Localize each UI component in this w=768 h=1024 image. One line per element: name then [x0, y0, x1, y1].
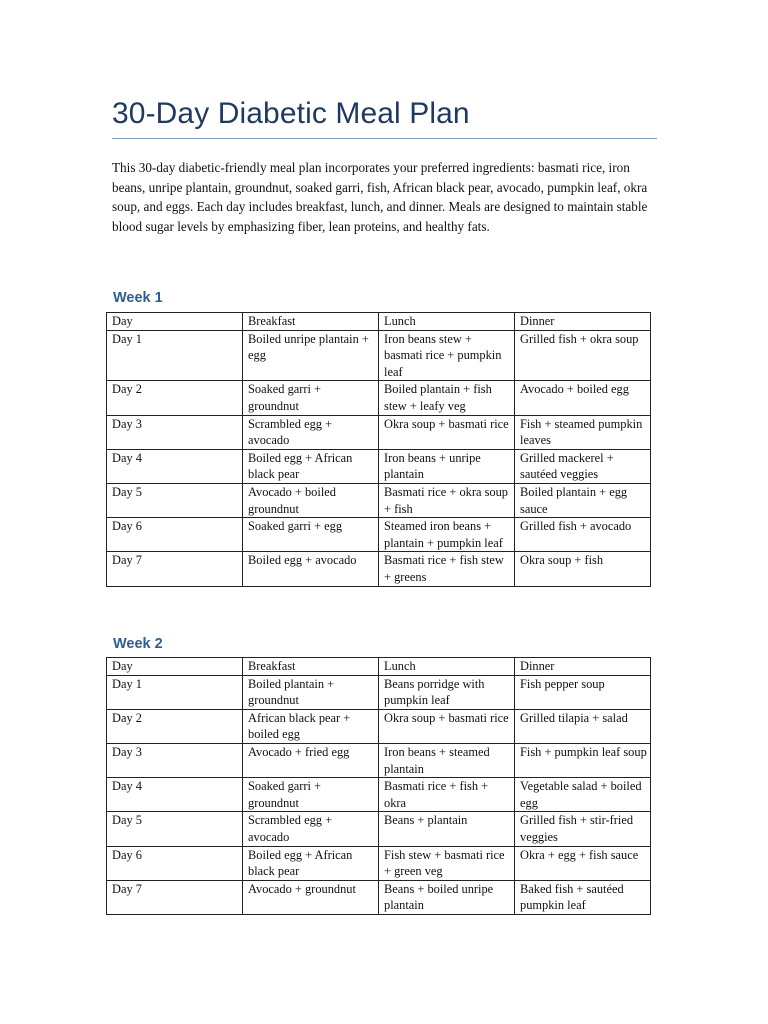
- cell-breakfast: Avocado + groundnut: [243, 880, 379, 914]
- column-header-breakfast: Breakfast: [243, 313, 379, 331]
- cell-breakfast: Boiled egg + African black pear: [243, 846, 379, 880]
- column-header-dinner: Dinner: [515, 658, 651, 676]
- cell-dinner: Vegetable salad + boiled egg: [515, 778, 651, 812]
- cell-lunch: Okra soup + basmati rice: [379, 415, 515, 449]
- cell-day: Day 1: [107, 675, 243, 709]
- cell-dinner: Baked fish + sautéed pumpkin leaf: [515, 880, 651, 914]
- cell-dinner: Grilled fish + stir-fried veggies: [515, 812, 651, 846]
- cell-day: Day 2: [107, 709, 243, 743]
- cell-day: Day 1: [107, 330, 243, 381]
- table-row: [107, 415, 651, 449]
- cell-dinner: Avocado + boiled egg: [515, 381, 651, 415]
- intro-paragraph: This 30-day diabetic-friendly meal plan incorporates your preferred ingredients: basmati rice, iron beans, unripe plantain, groundnut, soaked garri, fish, African black pear, avocado, pumpkin leaf, okra soup, and eggs. Each day includes breakfast, lunch, and dinner. Meals are designed to maintain stable blood sugar levels by emphasizing fiber, lean proteins, and healthy fats.: [112, 160, 648, 234]
- cell-breakfast: Soaked garri + groundnut: [243, 778, 379, 812]
- column-header-dinner: Dinner: [515, 313, 651, 331]
- cell-dinner: Grilled fish + avocado: [515, 518, 651, 552]
- cell-lunch: Iron beans + steamed plantain: [379, 743, 515, 777]
- cell-breakfast: Avocado + boiled groundnut: [243, 483, 379, 517]
- column-header-day: Day: [107, 313, 243, 331]
- title-underline: [112, 138, 657, 139]
- page-title: 30-Day Diabetic Meal Plan: [112, 97, 470, 130]
- table-row: [107, 675, 651, 709]
- cell-day: Day 7: [107, 552, 243, 586]
- table-row: [107, 449, 651, 483]
- cell-lunch: Basmati rice + fish stew + greens: [379, 552, 515, 586]
- table-row: [107, 812, 651, 846]
- cell-lunch: Steamed iron beans + plantain + pumpkin leaf: [379, 518, 515, 552]
- cell-breakfast: Boiled plantain + groundnut: [243, 675, 379, 709]
- cell-lunch: Okra soup + basmati rice: [379, 709, 515, 743]
- table-row: [107, 381, 651, 415]
- cell-day: Day 5: [107, 812, 243, 846]
- cell-lunch: Beans + plantain: [379, 812, 515, 846]
- cell-day: Day 6: [107, 518, 243, 552]
- cell-dinner: Okra + egg + fish sauce: [515, 846, 651, 880]
- cell-lunch: Fish stew + basmati rice + green veg: [379, 846, 515, 880]
- cell-dinner: Grilled mackerel + sautéed veggies: [515, 449, 651, 483]
- week-1-heading: Week 1: [113, 290, 163, 306]
- cell-dinner: Fish + steamed pumpkin leaves: [515, 415, 651, 449]
- column-header-day: Day: [107, 658, 243, 676]
- cell-lunch: Beans porridge with pumpkin leaf: [379, 675, 515, 709]
- cell-breakfast: Avocado + fried egg: [243, 743, 379, 777]
- cell-breakfast: Boiled unripe plantain + egg: [243, 330, 379, 381]
- cell-breakfast: African black pear + boiled egg: [243, 709, 379, 743]
- table-row: [107, 846, 651, 880]
- cell-lunch: Basmati rice + fish + okra: [379, 778, 515, 812]
- table-row: [107, 880, 651, 914]
- week-2-heading: Week 2: [113, 636, 163, 652]
- cell-day: Day 7: [107, 880, 243, 914]
- cell-dinner: Fish pepper soup: [515, 675, 651, 709]
- cell-dinner: Boiled plantain + egg sauce: [515, 483, 651, 517]
- week-1-table: [106, 312, 651, 587]
- cell-dinner: Okra soup + fish: [515, 552, 651, 586]
- table-row: [107, 778, 651, 812]
- table-row: [107, 743, 651, 777]
- table-row: [107, 330, 651, 381]
- week-2-table: [106, 657, 651, 915]
- cell-breakfast: Boiled egg + avocado: [243, 552, 379, 586]
- cell-day: Day 4: [107, 449, 243, 483]
- cell-dinner: Grilled tilapia + salad: [515, 709, 651, 743]
- table-row: [107, 552, 651, 586]
- cell-lunch: Iron beans + unripe plantain: [379, 449, 515, 483]
- cell-lunch: Iron beans stew + basmati rice + pumpkin leaf: [379, 330, 515, 381]
- cell-breakfast: Scrambled egg + avocado: [243, 812, 379, 846]
- cell-lunch: Beans + boiled unripe plantain: [379, 880, 515, 914]
- cell-day: Day 2: [107, 381, 243, 415]
- cell-breakfast: Soaked garri + egg: [243, 518, 379, 552]
- column-header-lunch: Lunch: [379, 658, 515, 676]
- cell-day: Day 3: [107, 415, 243, 449]
- table-header-row: [107, 658, 651, 676]
- column-header-lunch: Lunch: [379, 313, 515, 331]
- cell-lunch: Basmati rice + okra soup + fish: [379, 483, 515, 517]
- table-row: [107, 709, 651, 743]
- table-row: [107, 518, 651, 552]
- cell-day: Day 5: [107, 483, 243, 517]
- cell-lunch: Boiled plantain + fish stew + leafy veg: [379, 381, 515, 415]
- table-row: [107, 483, 651, 517]
- cell-day: Day 4: [107, 778, 243, 812]
- table-header-row: [107, 313, 651, 331]
- cell-dinner: Fish + pumpkin leaf soup: [515, 743, 651, 777]
- cell-day: Day 3: [107, 743, 243, 777]
- cell-dinner: Grilled fish + okra soup: [515, 330, 651, 381]
- cell-day: Day 6: [107, 846, 243, 880]
- cell-breakfast: Boiled egg + African black pear: [243, 449, 379, 483]
- cell-breakfast: Scrambled egg + avocado: [243, 415, 379, 449]
- column-header-breakfast: Breakfast: [243, 658, 379, 676]
- cell-breakfast: Soaked garri + groundnut: [243, 381, 379, 415]
